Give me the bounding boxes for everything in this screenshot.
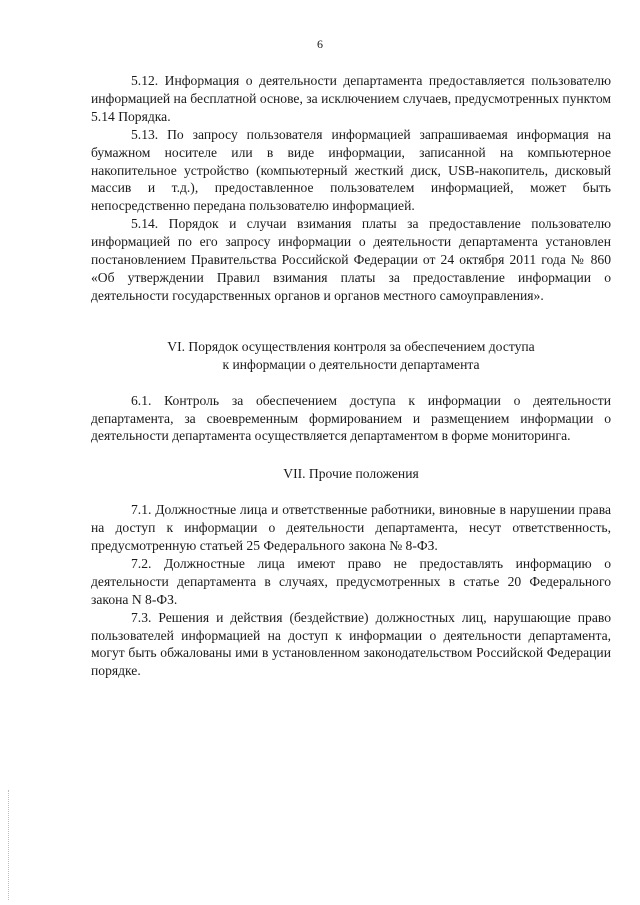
- section-gap: [91, 305, 611, 338]
- section-vi-heading-line1: VI. Порядок осуществления контроля за обеспечением доступа: [167, 338, 535, 354]
- paragraph-7-3: 7.3. Решения и действия (бездействие) должностных лиц, нарушающие право пользователей информацией на доступ к информации о деятельности департамента, могут быть обжалованы ими в установленном законодательством Российской Федерации порядке.: [91, 609, 611, 679]
- paragraph-5-14: 5.14. Порядок и случаи взимания платы за предоставление пользователю информацией по его запросу информации о деятельности департамента установлен постановлением Правительства Российской Федерации от 24 октября 2011 года № 860 «Об утверждении Правил взимания платы за предоставление информации о деятельности государственных органов и органов местного самоуправления».: [91, 216, 611, 303]
- section-gap: [91, 374, 611, 392]
- paragraph-6-1: 6.1. Контроль за обеспечением доступа к информации о деятельности департамента, за своевременным формированием и размещением информации о деятельности департамента осуществляется департаментом в форме мониторинга.: [91, 392, 611, 444]
- section-gap: [91, 483, 611, 501]
- section-gap: [91, 445, 611, 465]
- scan-margin-marks: [8, 790, 11, 900]
- document-body: [91, 72, 611, 680]
- paragraph-5-12: 5.12. Информация о деятельности департамента предоставляется пользователю информацией на бесплатной основе, за исключением случаев, предусмотренных пунктом 5.14 Порядка.: [91, 73, 611, 124]
- section-vi-heading-line2: к информации о деятельности департамента: [222, 356, 480, 372]
- paragraph-5-13: 5.13. По запросу пользователя информацией запрашиваемая информация на бумажном носителе или в виде информации, записанной на компьютерное накопительное устройство (компьютерный жесткий диск, USB-накопитель, дисковый массив и т.д.), предоставленное пользователем информацией, может быть непосредственно передана пользователю информацией.: [91, 126, 611, 214]
- paragraph-7-2: 7.2. Должностные лица имеют право не предоставлять информацию о деятельности департамента в случаях, предусмотренных в статье 20 Федерального закона N 8-ФЗ.: [91, 555, 611, 607]
- paragraph-7-1: 7.1. Должностные лица и ответственные работники, виновные в нарушении права на доступ к информации о деятельности департамента, несут ответственность, предусмотренную статьей 25 Федерального закона № 8-ФЗ.: [91, 502, 611, 554]
- section-vii-heading: VII. Прочие положения: [283, 466, 419, 482]
- page-number: 6: [317, 37, 323, 51]
